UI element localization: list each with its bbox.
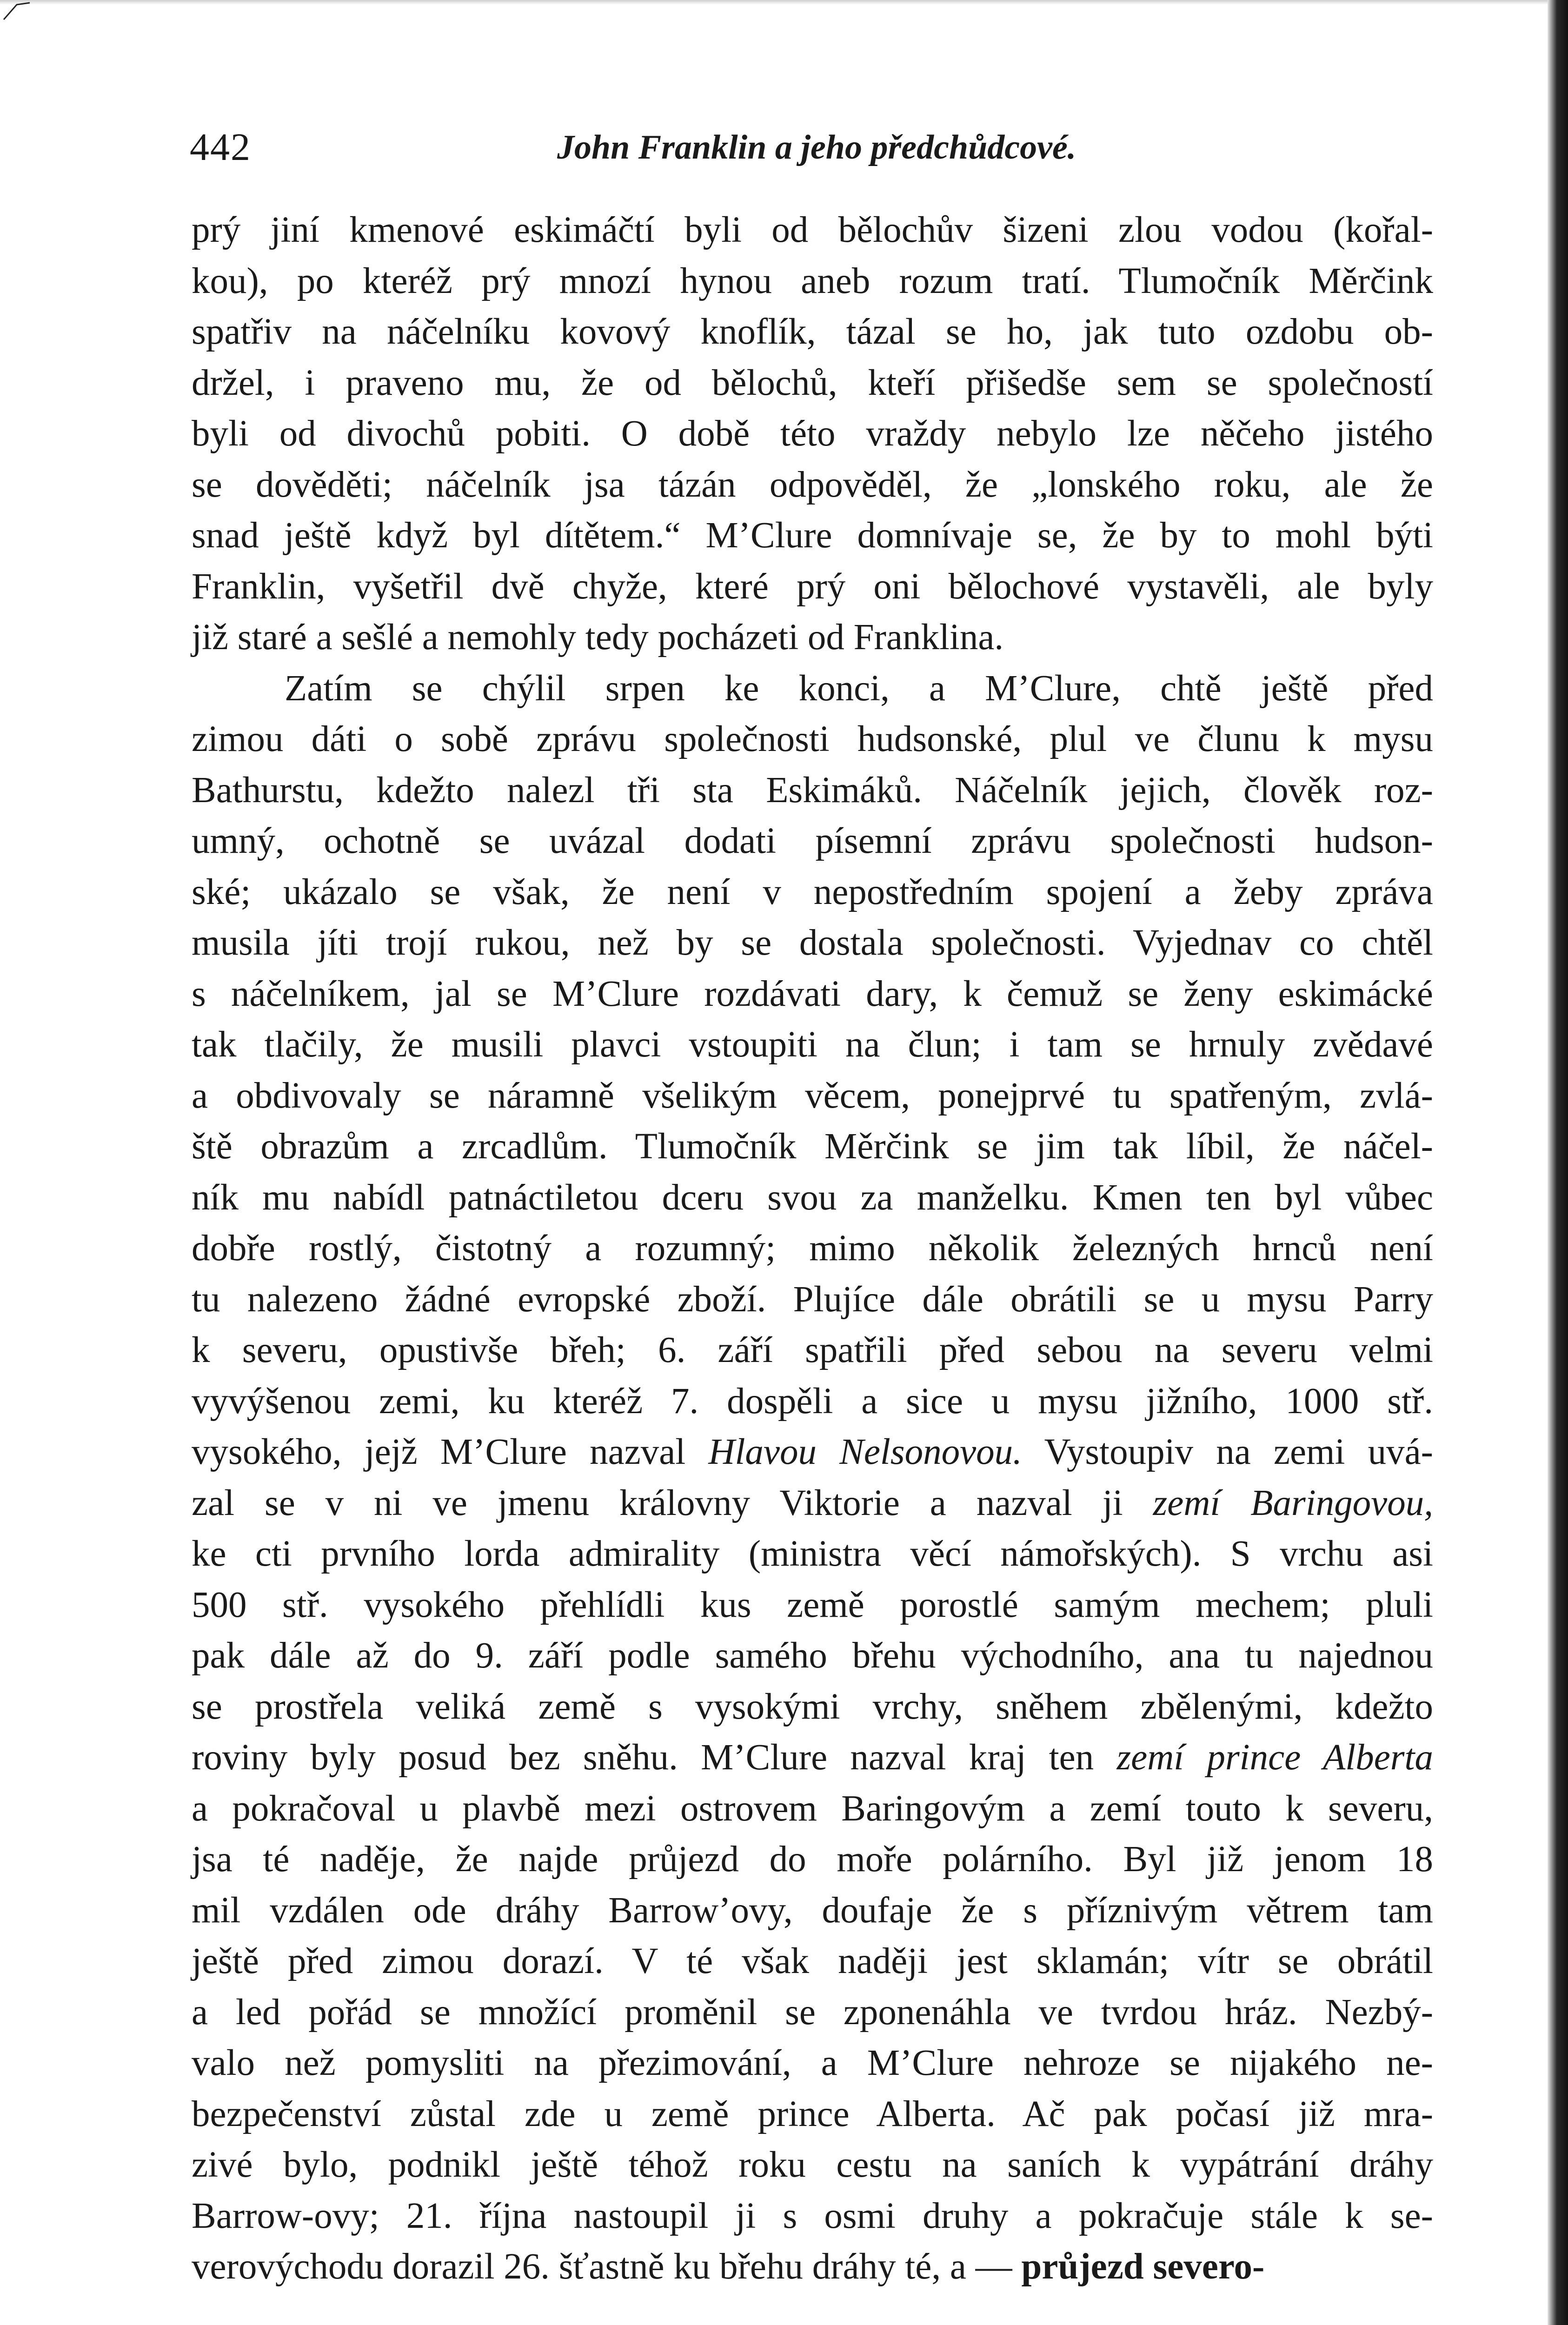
text-line: Franklin, vyšetřil dvě chyže, které prý oni bělochové vystavěli, ale byly [192,566,1433,607]
text-line [192,1427,1433,1478]
text-line: tak tlačily, že musili plavci vstoupiti na člun; i tam se hrnuly zvědavé [192,1024,1433,1065]
text-run: vysokého, jejž M’Clure nazval [192,1432,709,1472]
italic-place-name: zemí Baringovou, [1153,1482,1433,1523]
running-title: John Franklin a jeho předchůdcové. [557,128,1076,166]
text-line: vyvýšenou zemi, ku kteréž 7. dospěli a sice u mysu jižního, 1000 stř. [192,1381,1433,1422]
bold-emphasis: průjezd severo- [1021,2246,1265,2287]
page-number: 442 [190,126,251,169]
text-line: ník mu nabídl patnáctiletou dceru svou za manželku. Kmen ten byl vůbec [192,1177,1433,1218]
text-line: držel, i praveno mu, že od bělochů, kteří přišedše sem se společností [192,362,1433,403]
text-line: zivé bylo, podnikl ještě téhož roku cestu na saních k vypátrání dráhy [192,2145,1433,2185]
text-run: zal se v ni ve jmenu královny Viktorie a nazval ji [192,1482,1153,1523]
text-line: Barrow-ovy; 21. října nastoupil ji s osmi druhy a pokračuje stále k se- [192,2195,1433,2236]
scan-corner-mark [3,2,31,20]
italic-place-name: Hlavou Nelsonovou. [708,1432,1022,1472]
text-line: a led pořád se množící proměnil se zponenáhla ve tvrdou hráz. Nezbý- [192,1992,1433,2033]
text-run: verovýchodu dorazil 26. šťastně ku břehu dráhy té, a — [192,2246,1022,2287]
scan-right-edge [1548,0,1568,2325]
text-line: již staré a sešlé a nemohly tedy pocházeti od Franklina. [192,617,1004,658]
text-line: pak dále až do 9. září podle samého břehu východního, ana tu najednou [192,1635,1433,1676]
text-line: spatřiv na náčelníku kovový knoflík, tázal se ho, jak tuto ozdobu ob- [192,312,1433,352]
text-line: zimou dáti o sobě zprávu společnosti hudsonské, plul ve člunu k mysu [192,719,1433,759]
text-line: kou), po kteréž prý mnozí hynou aneb rozum tratí. Tlumočník Měrčink [192,260,1433,301]
text-line: ště obrazům a zrcadlům. Tlumočník Měrčink se jim tak líbil, že náčel- [192,1126,1433,1167]
text-line: valo než pomysliti na přezimování, a M’Clure nehroze se nijakého ne- [192,2043,1433,2083]
text-line: prý jiní kmenové eskimáčtí byli od bělochův šizeni zlou vodou (kořal- [192,210,1433,250]
text-line: a pokračoval u plavbě mezi ostrovem Baringovým a zemí touto k severu, [192,1788,1433,1829]
text-line [192,1732,1433,1783]
text-run: roviny byly posud bez sněhu. M’Clure nazval kraj ten [192,1737,1117,1778]
text-line: musila jíti trojí rukou, než by se dostala společnosti. Vyjednav co chtěl [192,923,1433,963]
scan-top-edge [0,0,1568,5]
body-text [192,205,1433,2292]
text-run: Vystoupiv na zemi uvá- [1022,1432,1433,1472]
text-line: a obdivovaly se náramně všelikým věcem, ponejprvé tu spatřeným, zvlá- [192,1075,1433,1116]
italic-place-name: zemí prince Alberta [1116,1737,1433,1778]
text-line: Zatím se chýlil srpen ke konci, a M’Clure, chtě ještě před [285,668,1433,709]
text-line: k severu, opustivše břeh; 6. září spatřili před sebou na severu velmi [192,1330,1433,1370]
text-line: 500 stř. vysokého přehlídli kus země porostlé samým mechem; pluli [192,1584,1433,1625]
text-line: byli od divochů pobiti. O době této vraždy nebylo lze něčeho jistého [192,413,1433,454]
text-line: tu nalezeno žádné evropské zboží. Plujíce dále obrátili se u mysu Parry [192,1279,1433,1320]
page-header [190,122,1431,173]
text-line: se dověděti; náčelník jsa tázán odpověděl, že „lonského roku, ale že [192,464,1433,505]
text-line: bezpečenství zůstal zde u země prince Alberta. Ač pak počasí již mra- [192,2093,1433,2134]
text-line: dobře rostlý, čistotný a rozumný; mimo několik železných hrnců není [192,1228,1433,1269]
text-line: snad ještě když byl dítětem.“ M’Clure domnívaje se, že by to mohl býti [192,515,1433,556]
text-line [192,1478,1433,1529]
text-line: mil vzdálen ode dráhy Barrow’ovy, doufaje že s příznivým větrem tam [192,1890,1433,1931]
text-line: Bathurstu, kdežto nalezl tři sta Eskimáků. Náčelník jejich, člověk roz- [192,770,1433,810]
text-line: se prostřela veliká země s vysokými vrchy, sněhem zbělenými, kdežto [192,1686,1433,1727]
text-line: ke cti prvního lorda admirality (ministra věcí námořských). S vrchu asi [192,1534,1433,1574]
text-line [192,2241,1433,2292]
text-line: umný, ochotně se uvázal dodati písemní zprávu společnosti hudson- [192,821,1433,861]
text-line: ještě před zimou dorazí. V té však naději jest sklamán; vítr se obrátil [192,1941,1433,1981]
text-line: s náčelníkem, jal se M’Clure rozdávati dary, k čemuž se ženy eskimácké [192,973,1433,1014]
text-line: jsa té naděje, že najde průjezd do moře polárního. Byl již jenom 18 [192,1839,1433,1880]
text-line: ské; ukázalo se však, že není v nepostředním spojení a žeby zpráva [192,871,1433,912]
